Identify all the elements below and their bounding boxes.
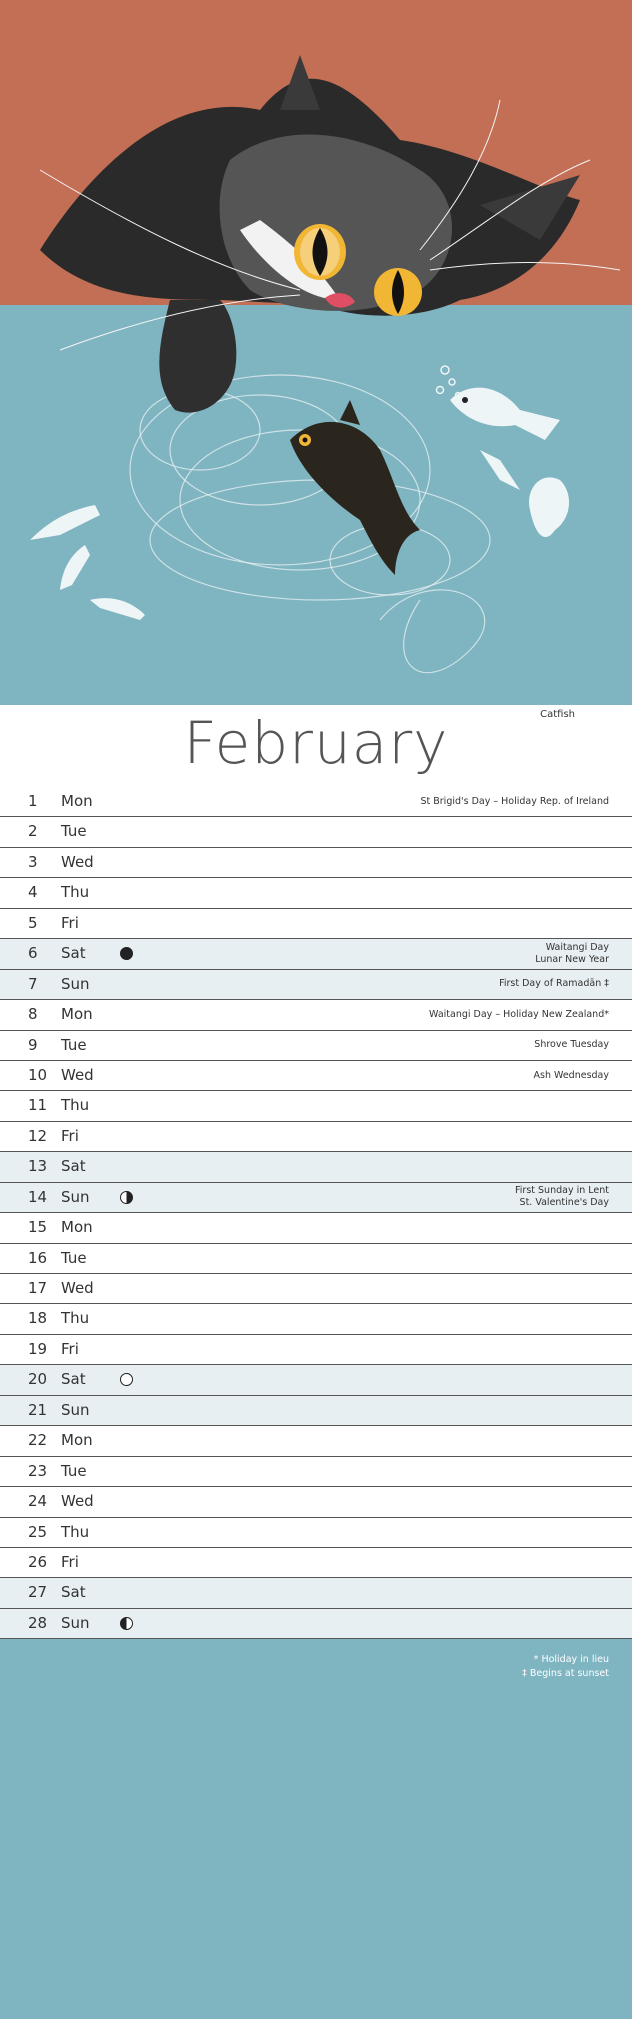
day-notes — [515, 1183, 609, 1212]
last-moon-icon — [120, 1617, 133, 1630]
weekday-label: Mon — [61, 1005, 93, 1024]
holiday-note: Shrove Tuesday — [534, 1039, 609, 1051]
month-title: February — [183, 709, 449, 777]
day-number: 21 — [28, 1400, 48, 1419]
day-row — [0, 1244, 632, 1274]
day-row — [0, 1578, 632, 1608]
day-number: 3 — [28, 852, 38, 871]
calendar-footer — [0, 1639, 632, 2019]
weekday-label: Wed — [61, 1279, 94, 1297]
day-list — [0, 787, 632, 1639]
weekday-label: Sat — [61, 1583, 86, 1602]
day-notes — [429, 1000, 609, 1029]
weekday-label: Fri — [61, 1339, 79, 1358]
first-moon-icon — [120, 1191, 133, 1204]
day-number: 17 — [28, 1279, 48, 1297]
holiday-note: Waitangi Day — [545, 941, 609, 953]
day-number: 9 — [28, 1035, 38, 1054]
day-row — [0, 817, 632, 847]
weekday-label: Sun — [61, 974, 90, 993]
day-number: 22 — [28, 1431, 48, 1450]
day-row — [0, 1304, 632, 1334]
weekday-label: Mon — [61, 1431, 93, 1450]
day-row — [0, 1609, 632, 1639]
footnotes — [522, 1653, 609, 1681]
day-number: 8 — [28, 1005, 38, 1024]
day-number: 4 — [28, 883, 38, 902]
weekday-label: Thu — [61, 1309, 90, 1328]
day-row — [0, 1274, 632, 1304]
holiday-note: St. Valentine's Day — [519, 1197, 609, 1209]
day-row — [0, 848, 632, 878]
artwork-caption: Catfish — [540, 709, 575, 720]
weekday-label: Fri — [61, 913, 79, 932]
weekday-label: Thu — [61, 1096, 90, 1115]
day-row — [0, 1426, 632, 1456]
day-number: 1 — [28, 792, 38, 810]
weekday-label: Sun — [61, 1400, 90, 1419]
day-row — [0, 1091, 632, 1121]
weekday-label: Sat — [61, 944, 86, 963]
day-row — [0, 1457, 632, 1487]
day-number: 19 — [28, 1339, 48, 1358]
day-number: 5 — [28, 913, 38, 932]
day-row — [0, 1396, 632, 1426]
day-number: 15 — [28, 1218, 48, 1237]
day-row — [0, 1152, 632, 1182]
day-number: 20 — [28, 1370, 48, 1389]
holiday-note: St Brigid's Day – Holiday Rep. of Ireland — [420, 795, 609, 807]
new-moon-icon — [120, 947, 133, 960]
day-number: 2 — [28, 822, 38, 841]
day-number: 13 — [28, 1157, 48, 1176]
day-number: 24 — [28, 1492, 48, 1511]
footnote-begins-at-sunset: ‡ Begins at sunset — [522, 1668, 609, 1680]
day-number: 23 — [28, 1461, 48, 1480]
day-row — [0, 1487, 632, 1517]
weekday-label: Mon — [61, 792, 93, 810]
day-row — [0, 1548, 632, 1578]
day-row — [0, 970, 632, 1000]
day-number: 28 — [28, 1613, 48, 1632]
day-row — [0, 909, 632, 939]
day-number: 14 — [28, 1187, 48, 1206]
weekday-label: Sun — [61, 1187, 90, 1206]
day-row — [0, 878, 632, 908]
weekday-label: Fri — [61, 1552, 79, 1571]
day-row — [0, 1518, 632, 1548]
weekday-label: Sat — [61, 1370, 86, 1389]
day-row — [0, 1122, 632, 1152]
day-number: 7 — [28, 974, 38, 993]
day-notes — [535, 939, 609, 968]
weekday-label: Mon — [61, 1218, 93, 1237]
day-row — [0, 1000, 632, 1030]
holiday-note: First Sunday in Lent — [515, 1185, 609, 1197]
day-number: 16 — [28, 1248, 48, 1267]
day-notes — [534, 1061, 610, 1090]
weekday-label: Tue — [61, 822, 87, 841]
weekday-label: Fri — [61, 1126, 79, 1145]
weekday-label: Wed — [61, 852, 94, 871]
weekday-label: Sat — [61, 1157, 86, 1176]
day-row — [0, 1335, 632, 1365]
day-notes — [499, 970, 609, 999]
illustration-graphic — [0, 0, 632, 705]
day-notes — [534, 1031, 609, 1060]
weekday-label: Tue — [61, 1035, 87, 1054]
calendar-header — [0, 705, 632, 787]
day-number: 11 — [28, 1096, 48, 1115]
holiday-note: First Day of Ramadān ‡ — [499, 978, 609, 990]
day-row — [0, 1213, 632, 1243]
weekday-label: Sun — [61, 1613, 90, 1632]
weekday-label: Thu — [61, 1522, 90, 1541]
holiday-note: Lunar New Year — [535, 953, 609, 965]
cat-fish-illustration — [0, 0, 632, 705]
day-row — [0, 939, 632, 969]
day-row — [0, 1183, 632, 1213]
full-moon-icon — [120, 1373, 133, 1386]
day-number: 12 — [28, 1126, 48, 1145]
day-row — [0, 1061, 632, 1091]
day-number: 25 — [28, 1522, 48, 1541]
weekday-label: Thu — [61, 883, 90, 902]
day-row — [0, 1365, 632, 1395]
weekday-label: Tue — [61, 1248, 87, 1267]
day-number: 10 — [28, 1065, 48, 1084]
day-number: 6 — [28, 944, 38, 963]
day-number: 18 — [28, 1309, 48, 1328]
weekday-label: Wed — [61, 1492, 94, 1511]
day-row — [0, 1031, 632, 1061]
footnote-holiday-in-lieu: * Holiday in lieu — [533, 1654, 609, 1666]
day-row — [0, 787, 632, 817]
holiday-note: Ash Wednesday — [533, 1069, 609, 1081]
weekday-label: Tue — [61, 1461, 87, 1480]
weekday-label: Wed — [61, 1065, 94, 1084]
day-number: 27 — [28, 1583, 48, 1602]
day-notes — [420, 787, 609, 816]
holiday-note: Waitangi Day – Holiday New Zealand* — [429, 1008, 609, 1020]
day-number: 26 — [28, 1552, 48, 1571]
